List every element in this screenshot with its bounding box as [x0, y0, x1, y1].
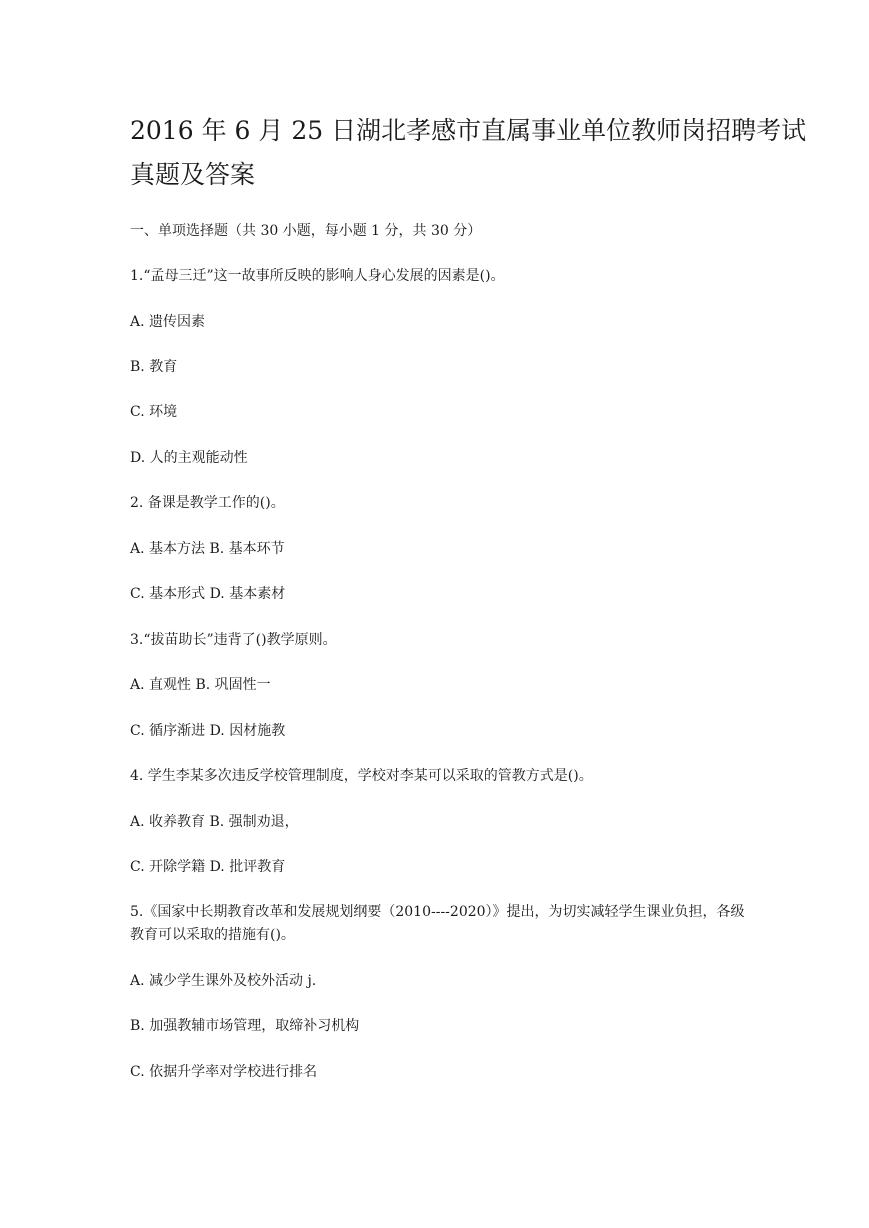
question-2-options-cd: C. 基本形式 D. 基本素材 [130, 586, 286, 602]
question-5-option-c: C. 依据升学率对学校进行排名 [130, 1064, 318, 1080]
document-title-line-2: 真题及答案 [130, 160, 256, 189]
question-1-option-c: C. 环境 [130, 404, 178, 420]
question-1-option-b: B. 教育 [130, 359, 178, 375]
question-5-stem: 5.《国家中长期教育改革和发展规划纲要（2010----2020）》提出，为切实减轻学生课业负担，各级教育可以采取的措施有()。 [130, 904, 745, 943]
section-heading: 一、单项选择题（共 30 小题，每小题 1 分，共 30 分） [130, 223, 482, 239]
question-3-options-cd: C. 循序渐进 D. 因材施教 [130, 723, 286, 739]
question-1-option-a: A. 遗传因素 [130, 314, 206, 330]
question-1-option-d: D. 人的主观能动性 [130, 450, 248, 466]
question-4-options-ab: A. 收养教育 B. 强制劝退， [130, 814, 299, 830]
question-1-stem: 1.“孟母三迁”这一故事所反映的影响人身心发展的因素是()。 [130, 268, 505, 284]
question-2-options-ab: A. 基本方法 B. 基本环节 [130, 541, 285, 557]
question-5-option-a: A. 减少学生课外及校外活动 j. [130, 973, 317, 989]
question-3-stem: 3.“拔苗助长”违背了()教学原则。 [130, 632, 337, 648]
question-3-options-ab: A. 直观性 B. 巩固性一 [130, 677, 271, 693]
question-2-stem: 2. 备课是教学工作的()。 [130, 495, 285, 511]
document-title-line-1: 2016 年 6 月 25 日湖北孝感市直属事业单位教师岗招聘考试 [130, 116, 807, 145]
question-4-options-cd: C. 开除学籍 D. 批评教育 [130, 859, 286, 875]
question-4-stem: 4. 学生李某多次违反学校管理制度，学校对李某可以采取的管教方式是()。 [130, 768, 593, 784]
question-5-option-b: B. 加强教辅市场管理，取缔补习机构 [130, 1018, 360, 1034]
